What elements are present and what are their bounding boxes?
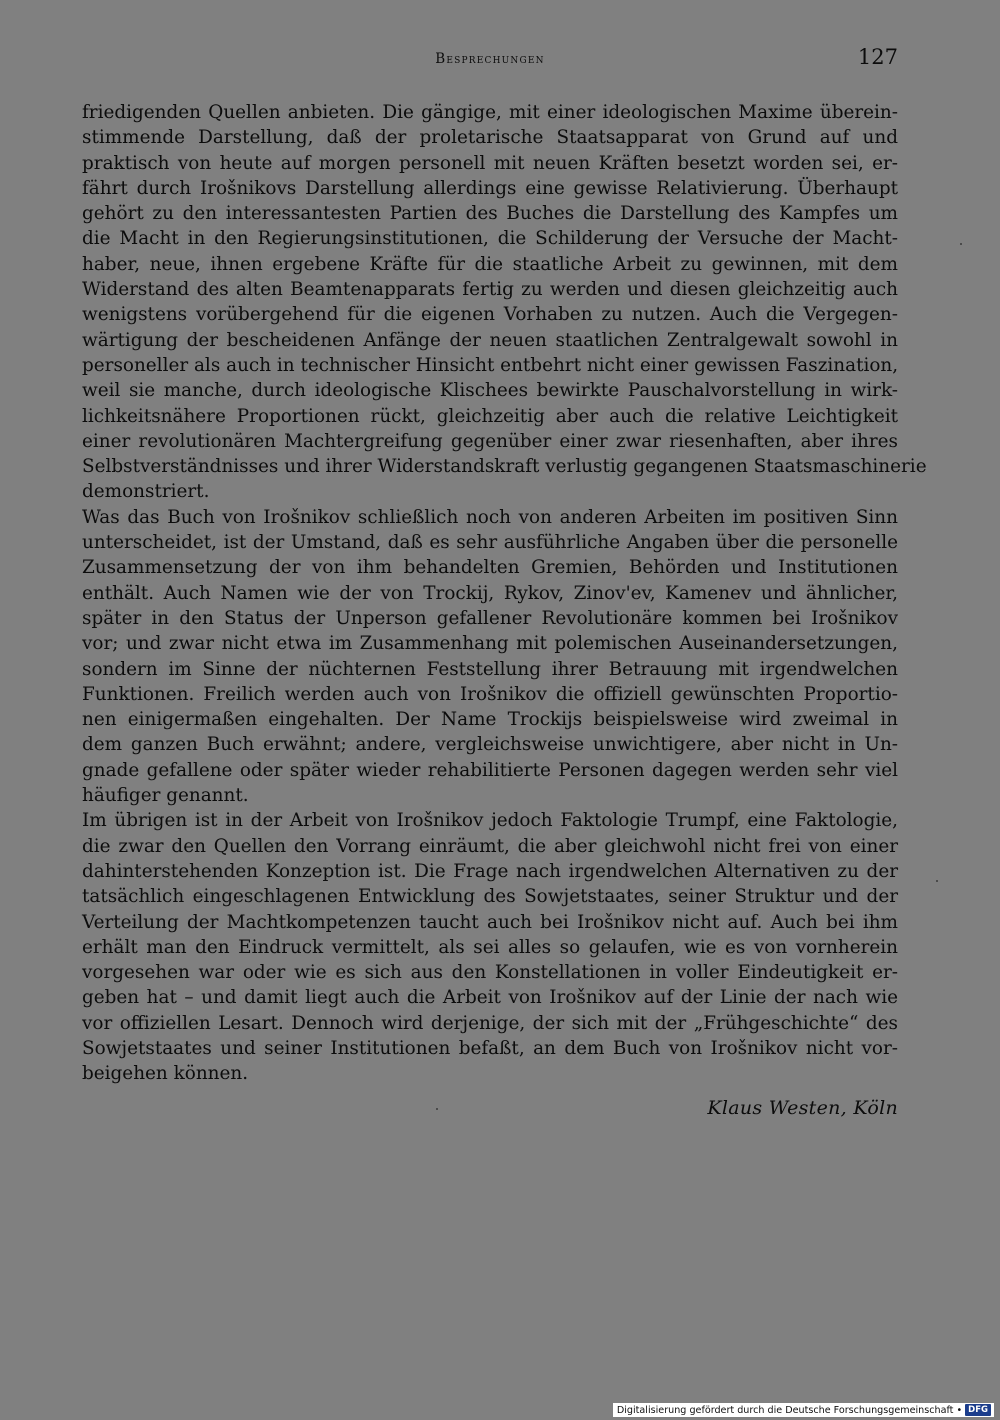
author-signature: Klaus Westen, Köln bbox=[707, 1097, 898, 1119]
text-line: beigehen können. bbox=[82, 1063, 249, 1085]
paragraph-2 bbox=[82, 505, 898, 809]
text-line: fährt durch Irošnikovs Darstellung allerdings eine gewisse Relativierung. Überhaupt bbox=[82, 177, 898, 199]
text-line: Zusammensetzung der von ihm behandelten Gremien, Behörden und Institutionen bbox=[82, 557, 898, 579]
text-line: Widerstand des alten Beamtenapparats fertig zu werden und diesen gleichzeitig auch bbox=[82, 279, 898, 301]
text-line: dahinterstehenden Konzeption ist. Die Frage nach irgendwelchen Alternativen zu der bbox=[82, 860, 898, 882]
text-line: stimmende Darstellung, daß der proletarische Staatsapparat von Grund auf und bbox=[82, 127, 898, 149]
body-text bbox=[82, 100, 927, 1087]
text-line: vor offiziellen Lesart. Dennoch wird derjenige, der sich mit der „Frühgeschichte“ des bbox=[82, 1012, 898, 1034]
text-line: demonstriert. bbox=[82, 481, 210, 503]
text-line: lichkeitsnähere Proportionen rückt, gleichzeitig aber auch die relative Leichtigkeit bbox=[82, 405, 898, 427]
text-line: praktisch von heute auf morgen personell mit neuen Kräften besetzt worden sei, er- bbox=[82, 152, 898, 174]
text-line: vorgesehen war oder wie es sich aus den Konstellationen in voller Eindeutigkeit er- bbox=[82, 962, 898, 984]
scan-speck bbox=[936, 880, 938, 882]
text-line: weil sie manche, durch ideologische Klischees bewirkte Pauschalvorstellung in wirk- bbox=[82, 380, 898, 402]
text-line: enthält. Auch Namen wie der von Trockij, Rykov, Zinov'ev, Kamenev und ähnlicher, bbox=[82, 582, 898, 604]
page-header bbox=[82, 45, 898, 75]
text-line: gnade gefallene oder später wieder rehabilitierte Personen dagegen werden sehr viel bbox=[82, 759, 898, 781]
text-line: häufiger genannt. bbox=[82, 785, 249, 807]
text-line: wenigstens vorübergehend für die eigenen Vorhaben zu nutzen. Auch die Vergegen- bbox=[82, 304, 898, 326]
text-line: Selbstverständnisses und ihrer Widerstandskraft verlustig gegangenen Staatsmaschinerie bbox=[82, 456, 927, 478]
scan-speck bbox=[960, 243, 962, 245]
text-line: erhält man den Eindruck vermittelt, als sei alles so gelaufen, wie es von vornherein bbox=[82, 936, 898, 958]
running-head: Besprechungen bbox=[435, 51, 545, 67]
text-line: vor; und zwar nicht etwa im Zusammenhang mit polemischen Auseinandersetzungen, bbox=[82, 633, 898, 655]
text-line: wärtigung der bescheidenen Anfänge der neuen staatlichen Zentralgewalt sowohl in bbox=[82, 329, 898, 351]
text-line: nen einigermaßen eingehalten. Der Name Trockijs beispielsweise wird zweimal in bbox=[82, 709, 898, 731]
text-line: später in den Status der Unperson gefallener Revolutionäre kommen bei Irošnikov bbox=[82, 607, 898, 629]
text-line: Verteilung der Machtkompetenzen taucht auch bei Irošnikov nicht auf. Auch bei ihm bbox=[82, 911, 898, 933]
text-line: die Macht in den Regierungsinstitutionen, die Schilderung der Versuche der Macht- bbox=[82, 228, 898, 250]
text-line: Was das Buch von Irošnikov schließlich noch von anderen Arbeiten im positiven Sinn bbox=[82, 506, 898, 528]
paragraph-1 bbox=[82, 100, 927, 505]
page-number: 127 bbox=[857, 45, 898, 69]
text-line: haber, neue, ihnen ergebene Kräfte für die staatliche Arbeit zu gewinnen, mit dem bbox=[82, 253, 898, 275]
text-line: einer revolutionären Machtergreifung gegenüber einer zwar riesenhaften, aber ihres bbox=[82, 430, 898, 452]
text-line: die zwar den Quellen den Vorrang einräumt, die aber gleichwohl nicht frei von einer bbox=[82, 835, 898, 857]
dfg-logo: DFG bbox=[965, 1404, 991, 1416]
credit-text: Digitalisierung gefördert durch die Deutsche Forschungsgemeinschaft • bbox=[616, 1404, 963, 1416]
text-line: Im übrigen ist in der Arbeit von Irošnikov jedoch Faktologie Trumpf, eine Faktologie, bbox=[82, 810, 898, 832]
text-line: dem ganzen Buch erwähnt; andere, vergleichsweise unwichtigere, aber nicht in Un- bbox=[82, 734, 898, 756]
text-line: personeller als auch in technischer Hinsicht entbehrt nicht einer gewissen Faszination, bbox=[82, 354, 899, 376]
text-line: friedigenden Quellen anbieten. Die gängige, mit einer ideologischen Maxime überein- bbox=[82, 102, 898, 123]
paragraph-3 bbox=[82, 808, 898, 1086]
text-line: geben hat – und damit liegt auch die Arbeit von Irošnikov auf der Linie der nach wie bbox=[82, 987, 898, 1009]
text-line: gehört zu den interessantesten Partien des Buches die Darstellung des Kampfes um bbox=[82, 203, 898, 225]
text-line: sondern im Sinne der nüchternen Feststellung ihrer Betrauung mit irgendwelchen bbox=[82, 658, 898, 680]
scan-speck bbox=[436, 1108, 438, 1110]
text-line: Sowjetstaates und seiner Institutionen befaßt, an dem Buch von Irošnikov nicht vor- bbox=[82, 1037, 898, 1059]
digitization-credit bbox=[613, 1403, 994, 1417]
text-line: Funktionen. Freilich werden auch von Irošnikov die offiziell gewünschten Proportio- bbox=[82, 683, 898, 705]
text-line: unterscheidet, ist der Umstand, daß es sehr ausführliche Angaben über die personelle bbox=[82, 532, 898, 554]
text-line: tatsächlich eingeschlagenen Entwicklung des Sowjetstaates, seiner Struktur und der bbox=[82, 886, 898, 908]
